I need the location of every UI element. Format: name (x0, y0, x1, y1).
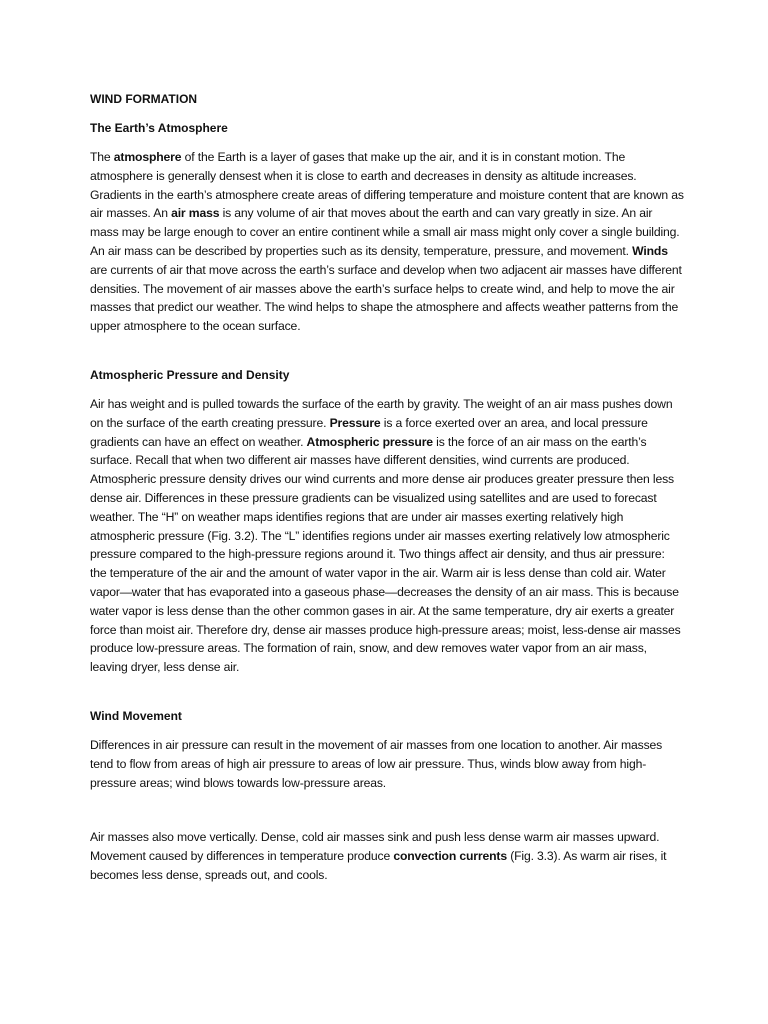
paragraph-atmosphere (90, 148, 684, 336)
section-heading-atmosphere: The Earth’s Atmosphere (90, 121, 228, 135)
spacer (90, 792, 684, 828)
bold-term-pressure: Pressure (329, 415, 381, 430)
document-title: WIND FORMATION (90, 92, 198, 106)
text-run: The (90, 150, 114, 164)
spacer (90, 336, 684, 366)
text-run: (Fig. 3.3). As warm air rises, it becomes less dense, spreads out, and cools. (90, 849, 667, 882)
bold-term-convection-currents: convection currents (393, 849, 507, 864)
text-run: of the Earth is a layer of gases that make up the air, and it is in constant motion. The atmosphere is generally densest when it is close to earth and decreases in density as altitude increases. Gradients in the earth’s atmosphere create areas of differing temperature and moisture content that are known as air masses. An (90, 150, 684, 221)
text-run: are currents of air that move across the earth’s surface and develop when two adjacent air masses have different densities. The movement of air masses above the earth’s surface helps to create wind, and help to move the air masses that predict our weather. The wind helps to shape the atmosphere and affects weather patterns from the upper atmosphere to the ocean surface. (90, 262, 682, 334)
text-run: Air masses also move vertically. Dense, cold air masses sink and push less dense warm air masses upward. Movement caused by differences in temperature produce (90, 830, 660, 864)
paragraph-wind-movement: Differences in air pressure can result in the movement of air masses from one location to another. Air masses tend to flow from areas of high air pressure to areas of low air pressure. Thus, winds blow away from high-pressure areas; wind blows towards low-pressure areas. (90, 737, 663, 790)
bold-term-air-mass: air mass (171, 206, 220, 221)
document-page (90, 90, 684, 885)
text-run: Air has weight and is pulled towards the surface of the earth by gravity. The weight of an air mass pushes down on the surface of the earth creating pressure. (90, 396, 673, 430)
bold-term-winds: Winds (632, 243, 668, 258)
bold-term-atmosphere: atmosphere (113, 150, 182, 164)
text-run: is the force of an air mass on the earth’s surface. Recall that when two different air masses have different densities, wind currents are produced. Atmospheric pressure density drives our wind currents and more dense air produces greater pressure then less dense air. Differences in these pressure gradients can be visualized using satellites and are used to forecast weather. The “H” on weather maps identifies regions that are under air masses exerting relatively high atmospheric pressure (Fig. 3.2). The “L” identifies regions under air masses exerting relatively low atmospheric pressure compared to the high-pressure regions around it. Two things affect air density, and thus air pressure: the temperature of the air and the amount of water vapor in the air. Warm air is less dense than cold air. Water vapor—water that has evaporated into a gaseous phase—decreases the density of an air mass. This is because water vapor is less dense than the other common gases in air. At the same temperature, dry air exerts a greater force than moist air. Therefore dry, dense air masses produce high-pressure areas; moist, less-dense air masses produce low-pressure areas. The formation of rain, snow, and dew removes water vapor from an air mass, leaving dryer, less dense air. (90, 434, 681, 675)
paragraph-pressure (90, 395, 684, 677)
text-run: is any volume of air that moves about the earth and can vary greatly in size. An air mass may be large enough to cover an entire continent while a small air mass might only cover a single building. An air mass can be described by properties such as its density, temperature, pressure, and movement. (90, 206, 680, 258)
text-run: is a force exerted over an area, and local pressure gradients can have an effect on weather. (90, 415, 648, 449)
paragraph-vertical-movement (90, 828, 684, 884)
bold-term-atmospheric-pressure: Atmospheric pressure (306, 434, 433, 449)
section-heading-wind-movement: Wind Movement (90, 708, 182, 723)
section-heading-pressure: Atmospheric Pressure and Density (90, 367, 290, 382)
spacer (90, 677, 684, 707)
